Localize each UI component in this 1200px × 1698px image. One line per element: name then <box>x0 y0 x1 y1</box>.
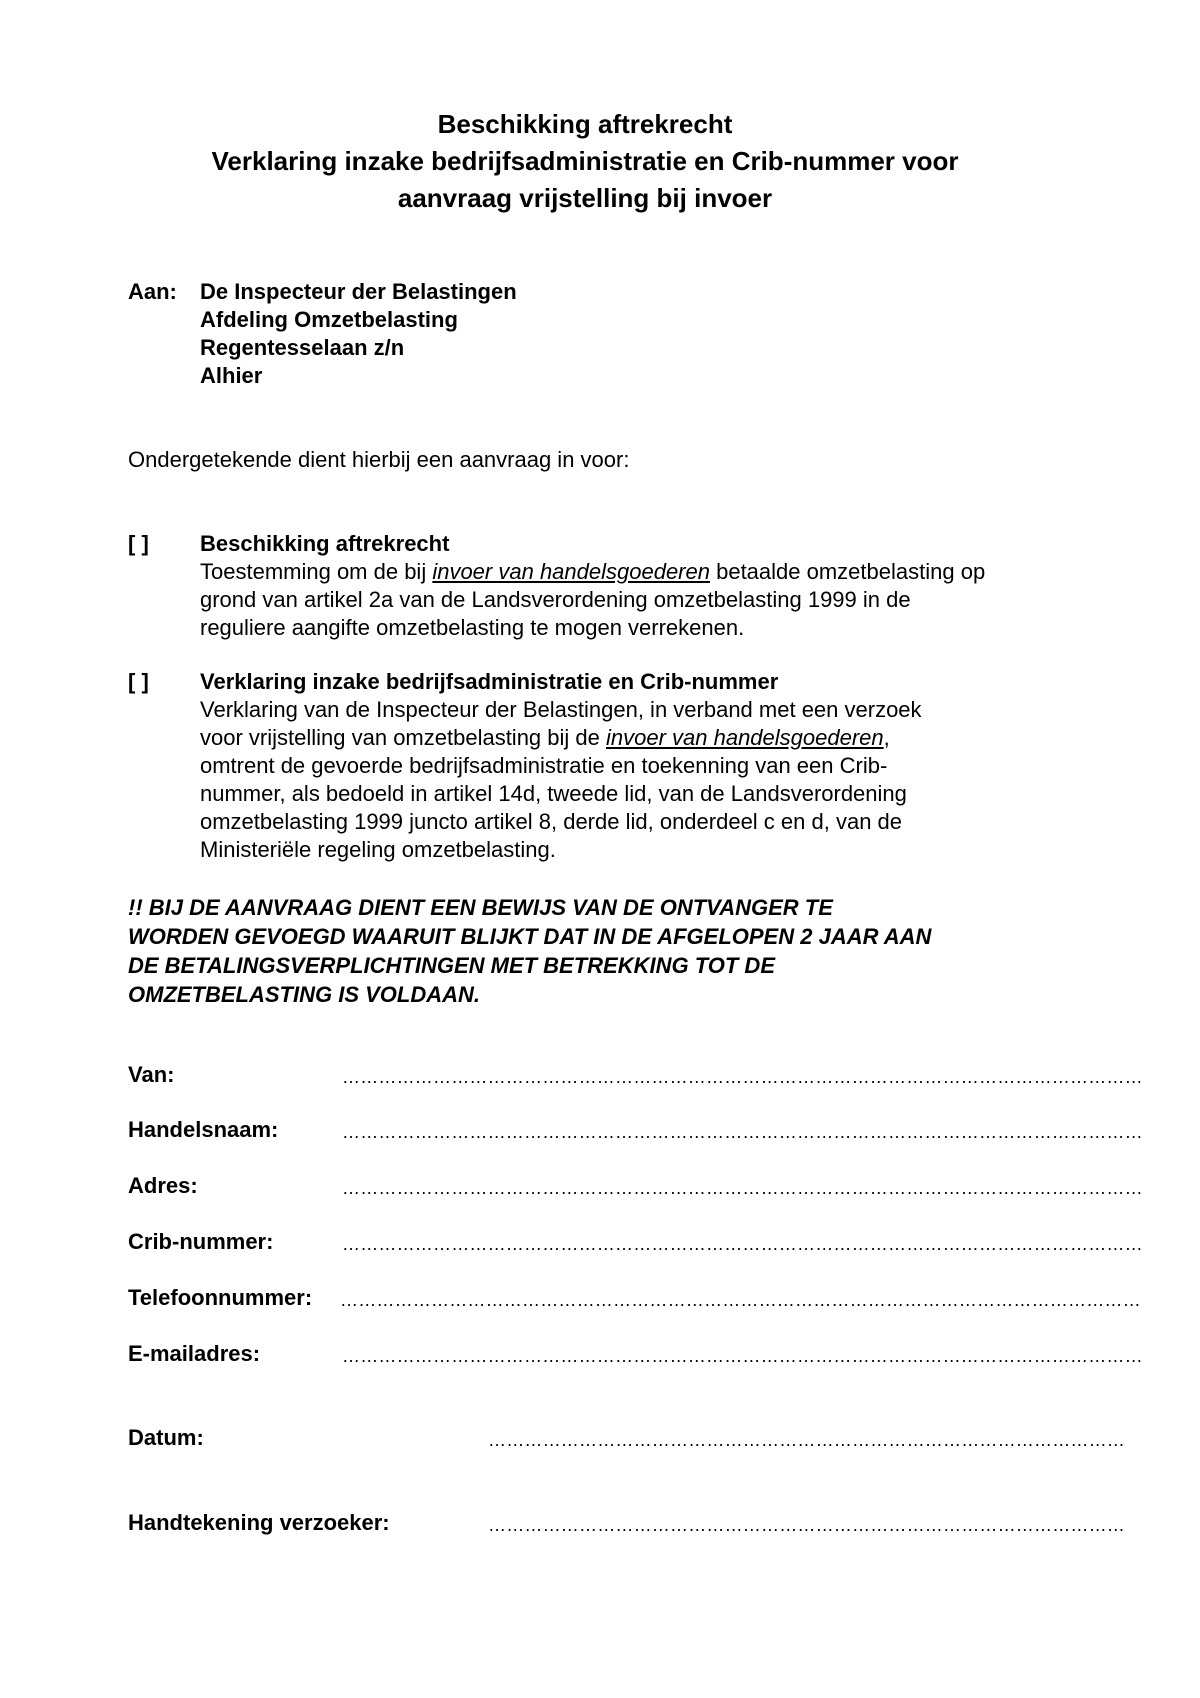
email-label: E-mailadres: <box>128 1341 261 1366</box>
title-line-2: Verklaring inzake bedrijfsadministratie en Crib-nummer voor <box>211 146 959 176</box>
option-1-title: Beschikking aftrekrecht <box>200 531 450 556</box>
option-2-title: Verklaring inzake bedrijfsadministratie en Crib-nummer <box>200 669 779 694</box>
option-2-line-3: omtrent de gevoerde bedrijfsadministratie en toekenning van een Crib- <box>200 753 888 778</box>
adres-field[interactable]: …………………………………………………………………………………………………………………… <box>342 1178 1143 1198</box>
datum-label: Datum: <box>128 1425 204 1450</box>
warning-notice <box>128 893 931 1009</box>
handtekening-label: Handtekening verzoeker: <box>128 1510 390 1535</box>
option-2-line-5: omzetbelasting 1999 juncto artikel 8, derde lid, onderdeel c en d, van de <box>200 809 903 834</box>
van-label: Van: <box>128 1062 175 1087</box>
option-2-line-1: Verklaring van de Inspecteur der Belastingen, in verband met een verzoek <box>200 697 922 722</box>
invoer-link[interactable]: invoer van handelsgoederen <box>605 725 884 750</box>
option-2-line-2: voor vrijstelling van omzetbelasting bij de invoer van handelsgoederen, <box>200 725 890 750</box>
document-title <box>0 106 1170 217</box>
address-line-4: Alhier <box>200 363 263 388</box>
crib-nummer-field[interactable]: …………………………………………………………………………………………………………………… <box>342 1234 1143 1254</box>
address-label: Aan: <box>128 279 177 304</box>
invoer-link[interactable]: invoer van handelsgoederen <box>432 559 710 584</box>
telefoonnummer-field[interactable]: …………………………………………………………………………………………………………………… <box>340 1290 1141 1310</box>
email-field[interactable]: …………………………………………………………………………………………………………………… <box>342 1346 1143 1366</box>
option-2-description <box>200 696 922 864</box>
telefoonnummer-label: Telefoonnummer: <box>128 1285 313 1310</box>
option-1-line-2: grond van artikel 2a van de Landsverordening omzetbelasting 1999 in de <box>200 587 911 612</box>
adres-label: Adres: <box>128 1173 198 1198</box>
van-field[interactable]: …………………………………………………………………………………………………………………… <box>342 1067 1143 1087</box>
option-2-checkbox[interactable]: [ ] <box>128 669 149 694</box>
intro-text: Ondergetekende dient hierbij een aanvraag in voor: <box>128 447 630 472</box>
option-2-line-4: nummer, als bedoeld in artikel 14d, tweede lid, van de Landsverordening <box>200 781 907 806</box>
handelsnaam-label: Handelsnaam: <box>128 1117 279 1142</box>
handelsnaam-field[interactable]: …………………………………………………………………………………………………………………… <box>342 1122 1143 1142</box>
option-1-checkbox[interactable]: [ ] <box>128 531 149 556</box>
handtekening-field[interactable]: …………………………………………………………………………………………… <box>488 1515 1125 1535</box>
crib-nummer-label: Crib-nummer: <box>128 1229 274 1254</box>
warning-line-4: OMZETBELASTING IS VOLDAAN. <box>128 982 480 1007</box>
warning-line-2: WORDEN GEVOEGD WAARUIT BLIJKT DAT IN DE AFGELOPEN 2 JAAR AAN <box>128 924 932 949</box>
title-line-1: Beschikking aftrekrecht <box>437 109 733 139</box>
address-line-1: De Inspecteur der Belastingen <box>200 279 517 304</box>
address-line-2: Afdeling Omzetbelasting <box>200 307 458 332</box>
warning-line-1: !! BIJ DE AANVRAAG DIENT EEN BEWIJS VAN DE ONTVANGER TE <box>128 895 833 920</box>
option-2-line-6: Ministeriële regeling omzetbelasting. <box>200 837 556 862</box>
option-1-line-3: reguliere aangifte omzetbelasting te mogen verrekenen. <box>200 615 745 640</box>
option-1-description <box>200 558 985 642</box>
warning-line-3: DE BETALINGSVERPLICHTINGEN MET BETREKKING TOT DE <box>128 953 775 978</box>
address-line-3: Regentesselaan z/n <box>200 335 405 360</box>
option-1-line-1: Toestemming om de bij invoer van handelsgoederen betaalde omzetbelasting op <box>200 559 986 584</box>
title-line-3: aanvraag vrijstelling bij invoer <box>397 183 773 213</box>
datum-field[interactable]: …………………………………………………………………………………………… <box>488 1430 1125 1450</box>
